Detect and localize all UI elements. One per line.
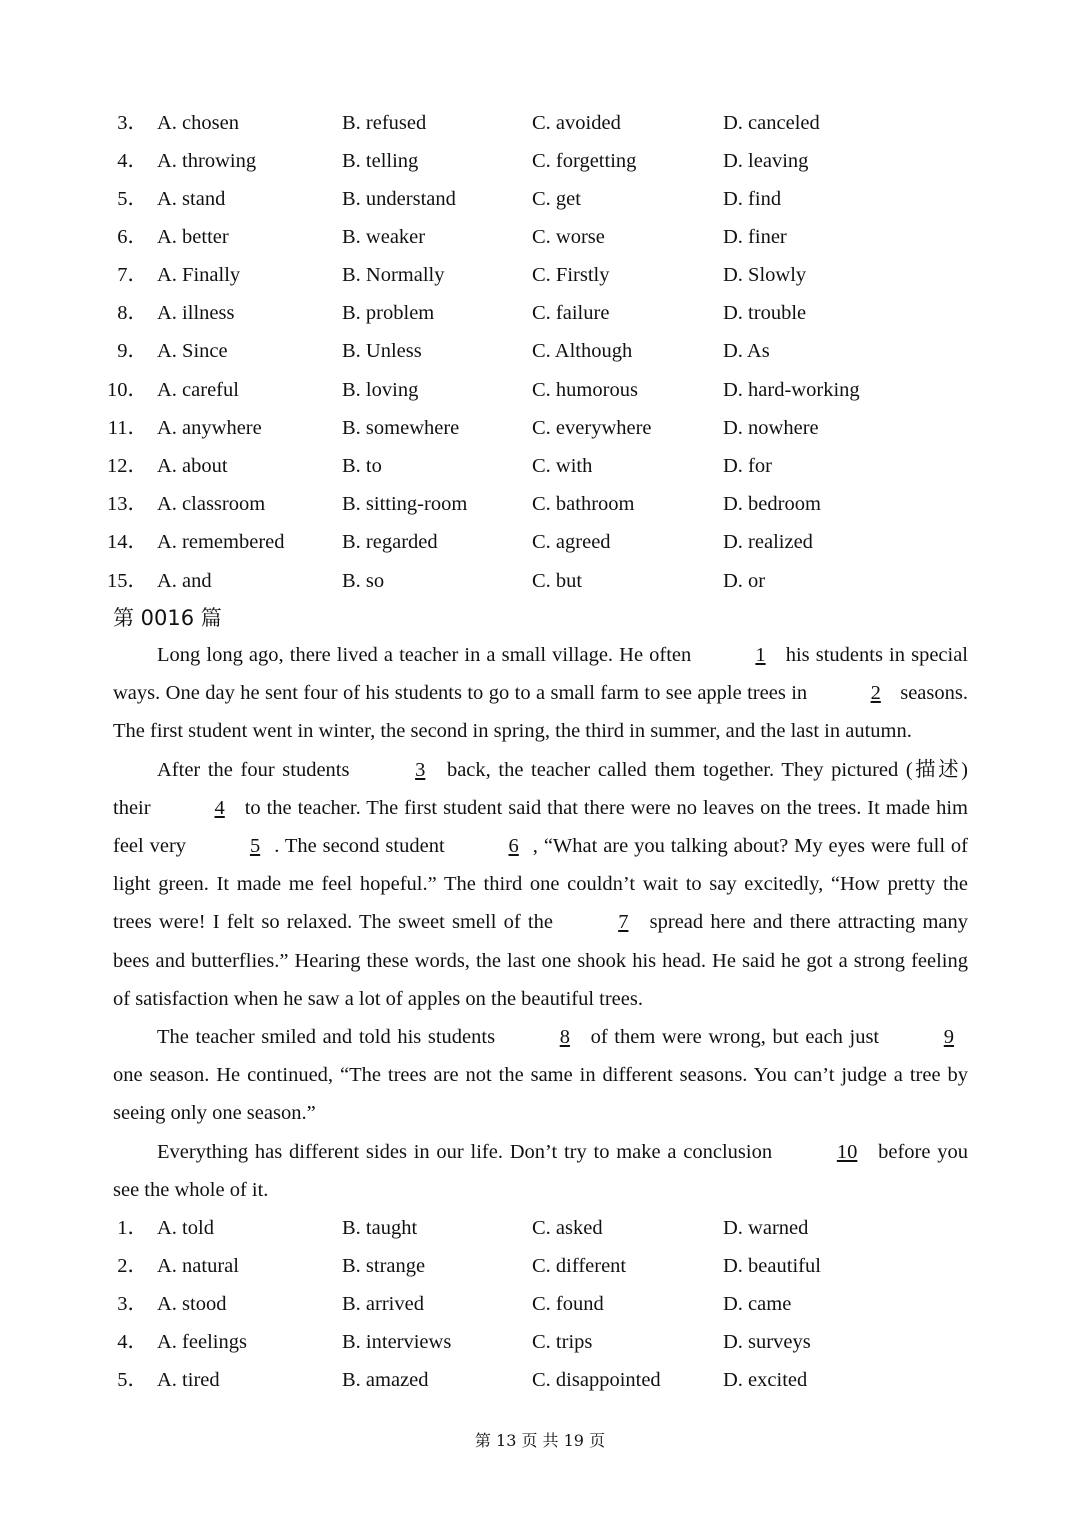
option-b: B. problem [342,302,435,324]
option-a: A. feelings [157,1331,247,1353]
option-c: C. agreed [532,531,611,553]
option-a: A. tired [157,1369,220,1391]
option-d: D. excited [723,1369,808,1391]
option-c: C. Firstly [532,264,610,286]
option-a: A. chosen [157,112,239,134]
option-a: A. anywhere [157,417,262,439]
option-row [0,1209,1080,1247]
option-a: A. careful [157,379,239,401]
option-d: D. bedroom [723,493,821,515]
option-row [0,218,1080,256]
option-a: A. classroom [157,493,266,515]
option-b: B. sitting-room [342,493,468,515]
paragraph: Long long ago, there lived a teacher in a small village. He often 1 his students in special ways. One day he sent four of his students to go to a small farm to see apple trees in 2 seasons. The first student went in winter, the second in spring, the third in summer, and the last in autumn. [113,636,968,751]
option-a: A. stood [157,1293,227,1315]
option-row [0,332,1080,370]
blank-4: 4 [214,796,225,819]
option-c: C. disappointed [532,1369,661,1391]
option-row [0,371,1080,409]
option-d: D. nowhere [723,417,819,439]
question-number: 8． [117,302,148,324]
question-number: 5． [117,1369,148,1391]
option-row [0,409,1080,447]
blank-6: 6 [508,835,519,858]
option-a: A. remembered [157,531,285,553]
option-row [0,1323,1080,1361]
option-a: A. and [157,570,212,592]
option-d: D. for [723,455,772,477]
option-d: D. leaving [723,150,809,172]
question-number: 7． [117,264,148,286]
option-b: B. Unless [342,340,422,362]
option-d: D. Slowly [723,264,807,286]
option-d: D. beautiful [723,1255,821,1277]
question-number: 14． [107,531,148,553]
option-c: C. trips [532,1331,593,1353]
blank-8: 8 [559,1026,570,1049]
blank-9: 9 [943,1026,955,1049]
question-number: 10． [107,379,148,401]
question-number: 3． [117,1293,148,1315]
paragraph: Everything has different sides in our life. Don’t try to make a conclusion 10 before you see the whole of it. [113,1133,968,1209]
option-b: B. Normally [342,264,445,286]
option-row [0,142,1080,180]
section-title: 第 0016 篇 [113,606,222,630]
option-d: D. As [723,340,770,362]
option-c: C. get [532,188,581,210]
option-b: B. strange [342,1255,426,1277]
option-a: A. Since [157,340,228,362]
option-a: A. natural [157,1255,239,1277]
cloze-passage [113,636,968,1209]
option-c: C. failure [532,302,610,324]
option-d: D. warned [723,1217,809,1239]
blank-2: 2 [870,682,881,705]
page-footer: 第 13 页 共 19 页 [474,1431,606,1450]
blank-5: 5 [249,835,261,858]
question-number: 11． [107,417,148,439]
option-c: C. avoided [532,112,621,134]
blank-10: 10 [836,1140,858,1163]
question-number: 15． [107,570,148,592]
option-c: C. humorous [532,379,638,401]
question-number: 9． [117,340,148,362]
option-row [0,104,1080,142]
option-b: B. to [342,455,382,477]
option-row [0,294,1080,332]
option-b: B. regarded [342,531,438,553]
question-number: 12． [107,455,148,477]
option-a: A. Finally [157,264,241,286]
option-b: B. taught [342,1217,418,1239]
option-b: B. weaker [342,226,426,248]
option-b: B. refused [342,112,427,134]
option-d: D. finer [723,226,787,248]
option-d: D. trouble [723,302,807,324]
option-b: B. interviews [342,1331,452,1353]
question-number: 3． [117,112,148,134]
question-number: 4． [117,150,148,172]
option-d: D. surveys [723,1331,811,1353]
question-number: 4． [117,1331,148,1353]
question-number: 2． [117,1255,148,1277]
option-a: A. illness [157,302,235,324]
paragraph: The teacher smiled and told his students 8 of them were wrong, but each just 9 one season. He continued, “The trees are not the same in different seasons. You can’t judge a tree by seeing only one season.” [113,1018,968,1133]
option-b: B. somewhere [342,417,460,439]
option-a: A. throwing [157,150,257,172]
option-row [0,1247,1080,1285]
option-row [0,1361,1080,1399]
option-b: B. arrived [342,1293,424,1315]
option-d: D. find [723,188,782,210]
option-d: D. realized [723,531,813,553]
option-c: C. forgetting [532,150,637,172]
option-row [0,1285,1080,1323]
option-c: C. but [532,570,583,592]
option-b: B. understand [342,188,456,210]
option-row [0,485,1080,523]
option-c: C. Although [532,340,633,362]
question-number: 1． [117,1217,148,1239]
option-d: D. or [723,570,766,592]
blank-1: 1 [755,644,766,666]
option-a: A. told [157,1217,214,1239]
paragraph: After the four students 3 back, the teacher called them together. They pictured (描述) their 4 to the teacher. The first student said that there were no leaves on the trees. It made him feel very 5 . The second student 6 , “What are you talking about? My eyes were full of light green. It made me feel hopeful.” The third one couldn’t wait to say excitedly, “How pretty the trees were! I felt so relaxed. The sweet smell of the 7 spread here and there attracting many bees and butterflies.” Hearing these words, the last one shook his head. He said he got a strong feeling of satisfaction when he saw a lot of apples on the beautiful trees. [113,751,968,1018]
option-row [0,180,1080,218]
option-b: B. amazed [342,1369,429,1391]
option-c: C. everywhere [532,417,652,439]
option-c: C. with [532,455,593,477]
option-c: C. worse [532,226,605,248]
option-d: D. came [723,1293,792,1315]
question-number: 6． [117,226,148,248]
question-number: 13． [107,493,148,515]
blank-7: 7 [618,911,629,934]
option-row [0,523,1080,561]
option-a: A. stand [157,188,226,210]
option-c: C. found [532,1293,604,1315]
option-d: D. hard-working [723,379,860,401]
option-row [0,256,1080,294]
option-row [0,562,1080,600]
option-c: C. asked [532,1217,603,1239]
option-b: B. so [342,570,385,592]
option-a: A. about [157,455,228,477]
option-row [0,447,1080,485]
option-d: D. canceled [723,112,820,134]
option-b: B. loving [342,379,419,401]
option-c: C. different [532,1255,627,1277]
option-a: A. better [157,226,229,248]
option-b: B. telling [342,150,419,172]
blank-3: 3 [415,758,426,781]
option-c: C. bathroom [532,493,635,515]
question-number: 5． [117,188,148,210]
